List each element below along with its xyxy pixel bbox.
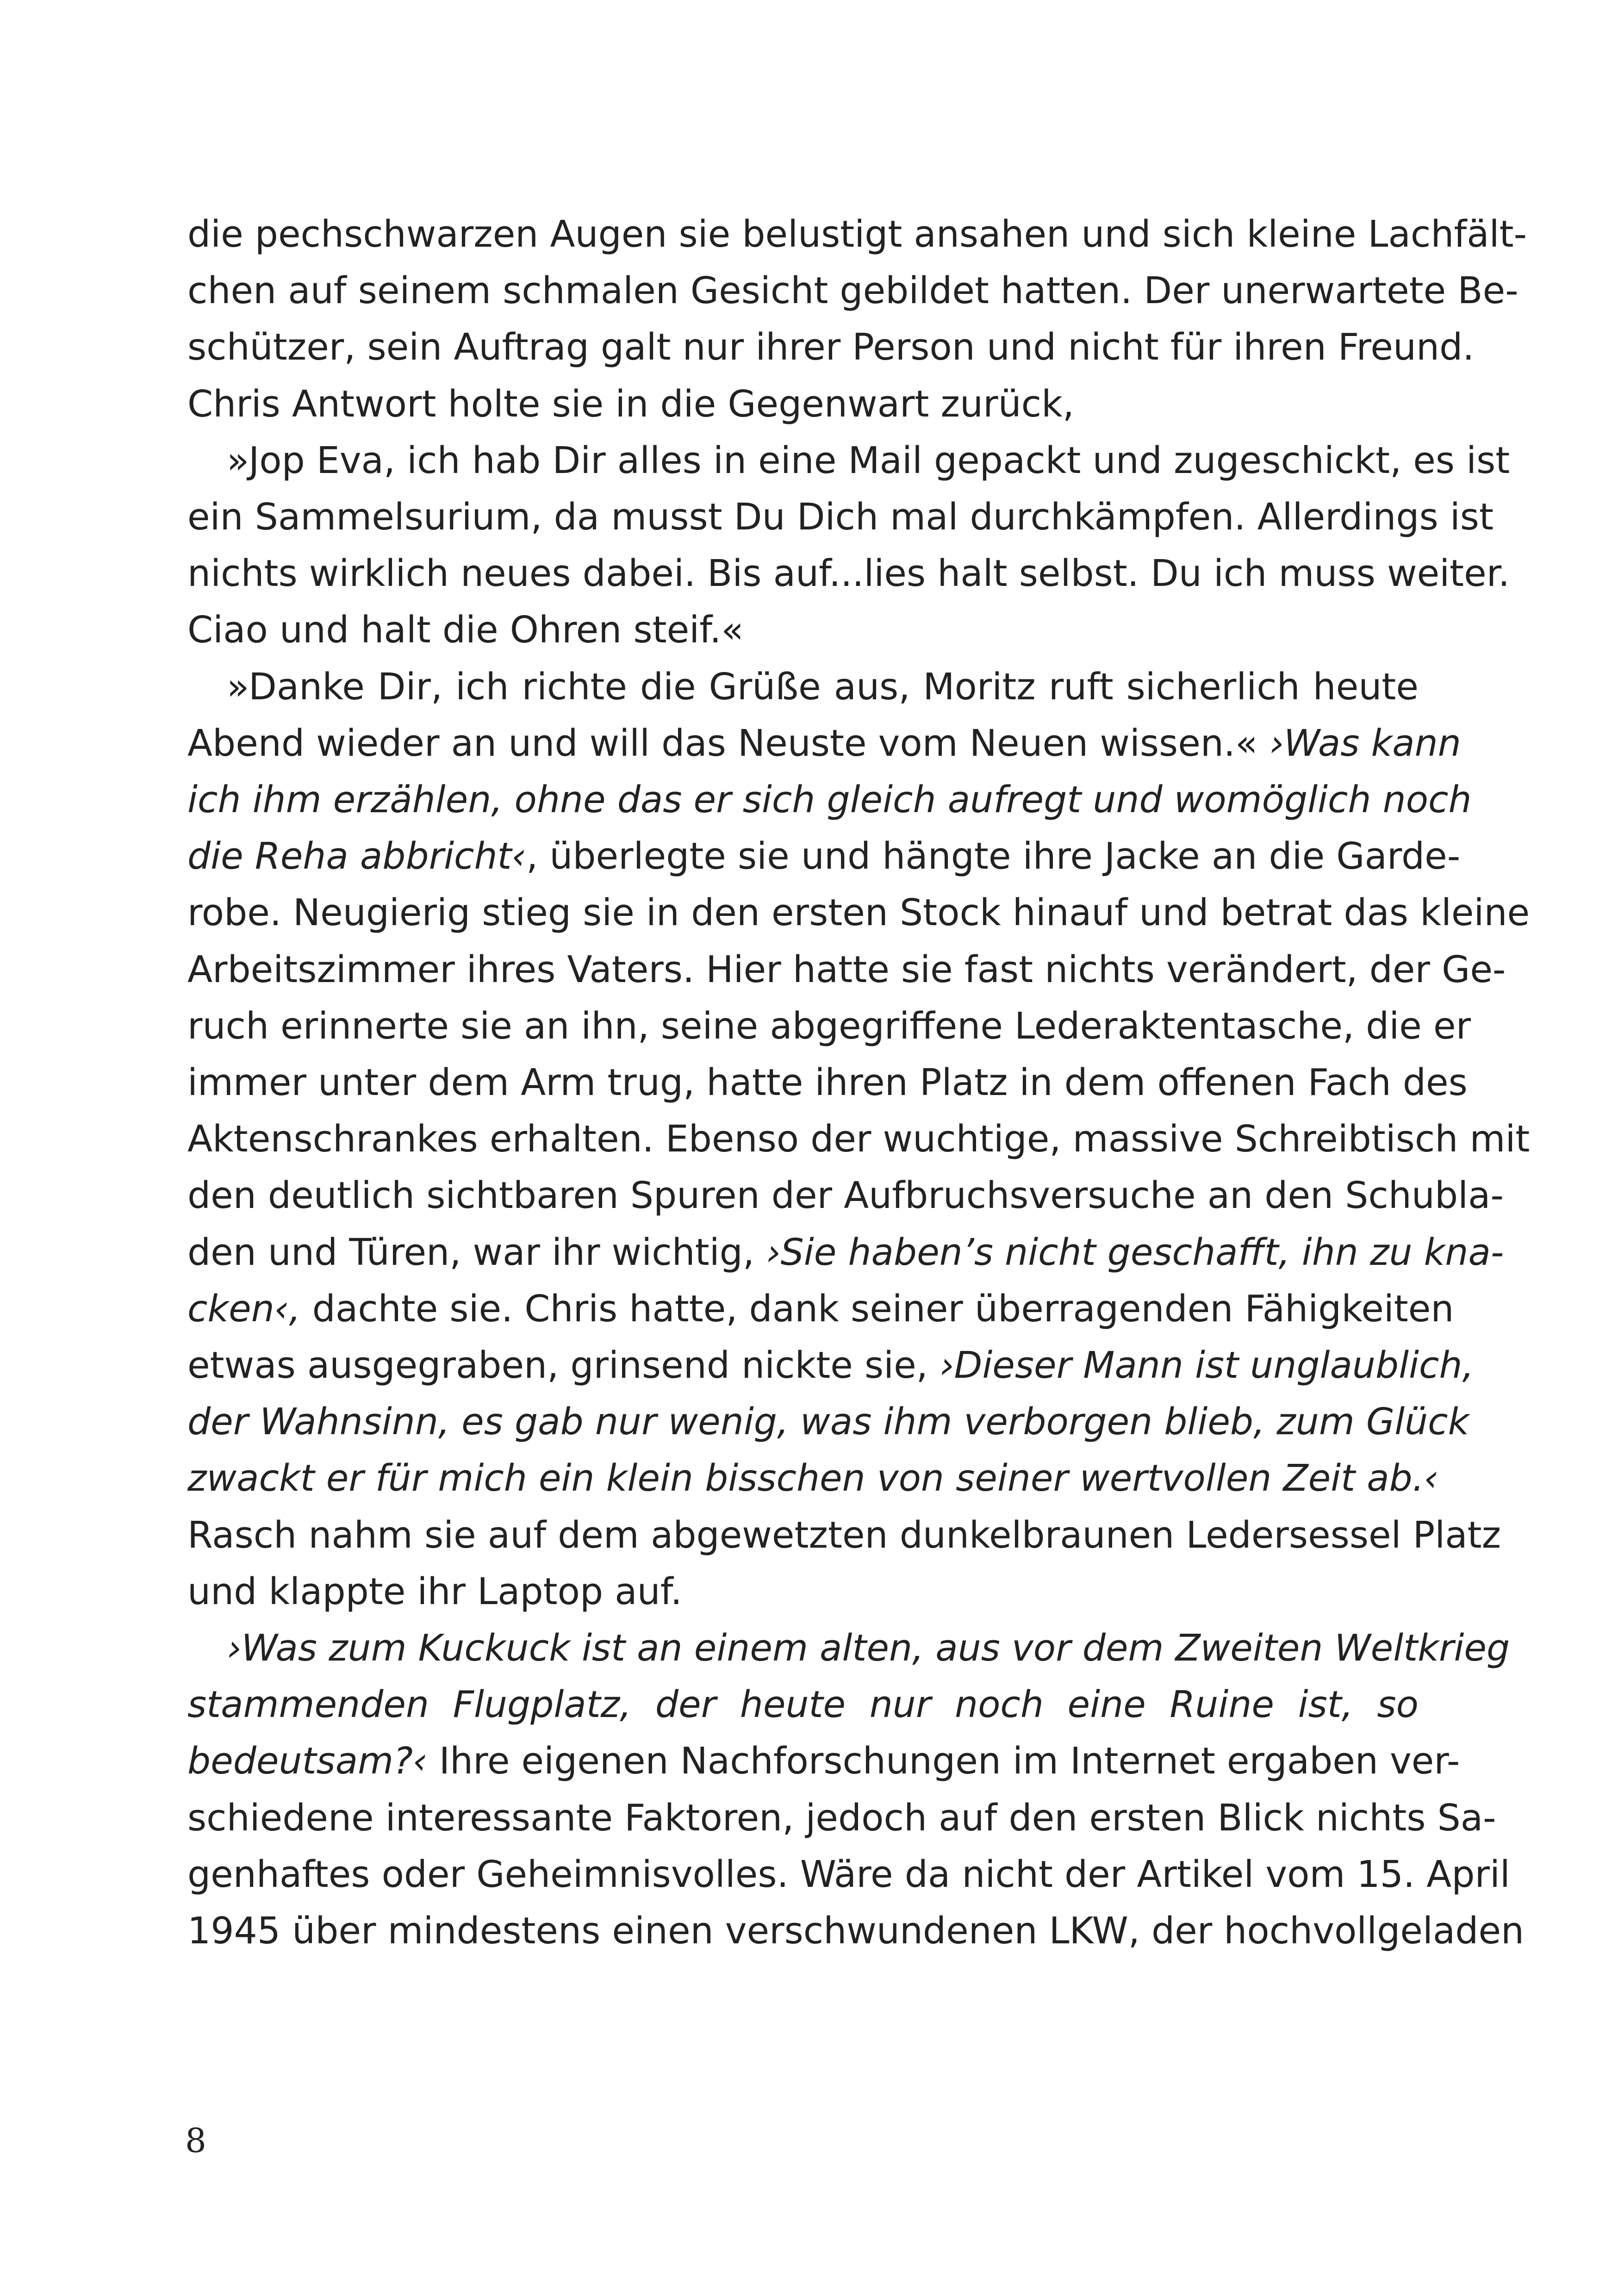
text-segment: »Danke Dir, ich richte die Grüße aus, Moritz ruft sicherlich heute: [227, 665, 1419, 708]
text-line: [187, 1450, 1439, 1506]
italic-text: zwackt er für mich ein klein bisschen von seiner wertvollen Zeit ab.‹: [187, 1457, 1439, 1500]
text-segment: genhaftes oder Geheimnisvolles. Wäre da nicht der Artikel vom 15. April: [187, 1853, 1510, 1896]
text-segment: »Jop Eva, ich hab Dir alles in eine Mail gepackt und zugeschickt, es ist: [227, 439, 1510, 482]
text-segment: chen auf seinem schmalen Gesicht gebildet hatten. Der unerwartete Be-: [187, 269, 1518, 312]
text-segment: und klappte ihr Laptop auf.: [187, 1570, 682, 1613]
text-line: [187, 1563, 1419, 1620]
text-segment: Ciao und halt die Ohren steif.«: [187, 609, 744, 652]
text-line: [187, 376, 1419, 432]
text-segment: ein Sammelsurium, da musst Du Dich mal durchkämpfen. Allerdings ist: [187, 496, 1494, 539]
italic-text: stammenden Flugplatz, der heute nur noch eine Ruine ist, so: [187, 1683, 1419, 1726]
text-line: [187, 659, 1419, 715]
text-segment: schützer, sein Auftrag galt nur ihrer Person und nicht für ihren Freund.: [187, 326, 1475, 369]
text-line: [187, 1620, 1510, 1676]
text-line: [187, 1167, 1504, 1224]
text-segment: etwas ausgegraben, grinsend nickte sie,: [187, 1344, 940, 1387]
text-line: [187, 1224, 1504, 1281]
italic-text: ›Was zum Kuckuck ist an einem alten, aus vor dem Zweiten Weltkrieg: [227, 1627, 1510, 1670]
text-line: [187, 1733, 1460, 1789]
paragraph: [187, 206, 1527, 432]
text-segment: Arbeitszimmer ihres Vaters. Hier hatte sie fast nichts verändert, der Ge-: [187, 948, 1506, 991]
text-segment: den und Türen, war ihr wichtig,: [187, 1231, 766, 1274]
text-segment: dachte sie. Chris hatte, dank seiner überragenden Fähigkeiten: [300, 1287, 1454, 1330]
text-segment: die pechschwarzen Augen sie belustigt ansahen und sich kleine Lachfält-: [187, 213, 1527, 255]
text-line: [187, 1111, 1530, 1167]
text-line: [187, 489, 1494, 545]
text-line: [187, 432, 1510, 489]
text-segment: Chris Antwort holte sie in die Gegenwart zurück,: [187, 382, 1074, 425]
text-segment: Abend wieder an und will das Neuste vom Neuen wissen.«: [187, 722, 1270, 765]
italic-text: ›Was kann: [1269, 722, 1461, 765]
text-line: [187, 1054, 1468, 1111]
italic-text: ›Dieser Mann ist unglaublich,: [939, 1344, 1474, 1387]
text-line: [187, 1394, 1469, 1450]
page-number: 8: [185, 2121, 206, 2160]
text-segment: schiedene interessante Faktoren, jedoch auf den ersten Blick nichts Sa-: [187, 1796, 1496, 1839]
text-segment: den deutlich sichtbaren Spuren der Aufbruchsversuche an den Schubla-: [187, 1174, 1504, 1217]
paragraph: [187, 659, 1530, 1620]
body-text: [187, 206, 1530, 1959]
text-line: [187, 772, 1472, 828]
italic-text: der Wahnsinn, es gab nur wenig, was ihm verborgen blieb, zum Glück: [187, 1400, 1469, 1444]
text-segment: Aktenschrankes erhalten. Ebenso der wuchtige, massive Schreibtisch mit: [187, 1118, 1530, 1161]
text-segment: immer unter dem Arm trug, hatte ihren Platz in dem offenen Fach des: [187, 1061, 1468, 1104]
text-segment: Ihre eigenen Nachforschungen im Internet ergaben ver-: [427, 1740, 1460, 1783]
text-segment: robe. Neugierig stieg sie in den ersten Stock hinauf und betrat das kleine: [187, 891, 1530, 934]
text-line: [187, 206, 1527, 262]
text-line: [187, 1507, 1501, 1563]
italic-text: ›Sie haben’s nicht geschafft, ihn zu kna-: [766, 1231, 1504, 1274]
text-line: [187, 828, 1461, 884]
text-line: [187, 884, 1530, 941]
paragraph: [187, 1620, 1525, 1959]
text-line: [187, 545, 1510, 602]
text-segment: ruch erinnerte sie an ihn, seine abgegriffene Lederaktentasche, die er: [187, 1004, 1471, 1047]
text-line: [187, 941, 1506, 998]
text-line: [187, 1281, 1454, 1337]
text-line: [187, 1846, 1510, 1903]
text-line: [187, 1903, 1525, 1959]
text-segment: 1945 über mindestens einen verschwundenen LKW, der hochvollgeladen: [187, 1910, 1525, 1953]
italic-text: cken‹,: [187, 1287, 301, 1330]
text-line: [187, 602, 1419, 658]
text-line: [187, 319, 1475, 375]
text-segment: Rasch nahm sie auf dem abgewetzten dunkelbraunen Ledersessel Platz: [187, 1513, 1501, 1556]
text-line: [187, 1337, 1474, 1394]
text-line: [187, 715, 1461, 772]
italic-text: bedeutsam?‹: [187, 1740, 428, 1783]
text-segment: , überlegte sie und hängte ihre Jacke an die Garde-: [526, 835, 1461, 878]
text-line: [187, 262, 1518, 319]
italic-text: die Reha abbricht‹: [187, 835, 527, 878]
italic-text: ich ihm erzählen, ohne das er sich gleich aufregt und womöglich noch: [187, 778, 1472, 821]
paragraph: [187, 432, 1510, 659]
text-line: [187, 1676, 1419, 1733]
text-segment: nichts wirklich neues dabei. Bis auf...lies halt selbst. Du ich muss weiter.: [187, 552, 1510, 595]
text-line: [187, 1790, 1496, 1846]
text-line: [187, 998, 1471, 1054]
